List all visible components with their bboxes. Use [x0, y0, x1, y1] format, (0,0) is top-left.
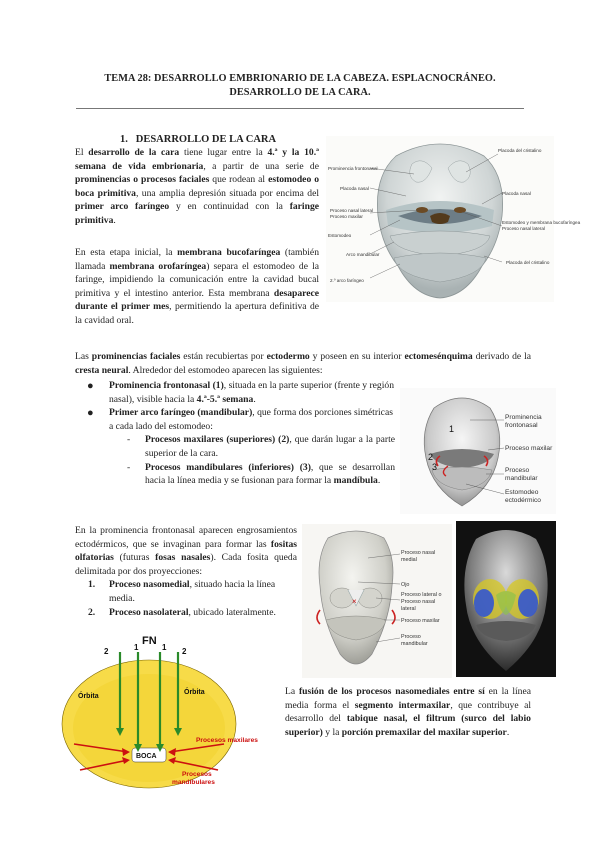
fig5-label-1-left: 1 [134, 643, 139, 652]
fig5-label-orbita-right: Órbita [184, 689, 205, 696]
paragraph-membrane: En esta etapa inicial, la membrana bucofaríngea (también llamada membrana orofaríngea) separa el estomodeo de la faringe, impidiendo la comunicación entre la cavidad bucal primitiva y el intestino anterior. Esta membrana desaparece durante el primer mes, permitiendo la apertura definitiva de la cavidad oral. [75, 247, 320, 327]
fig1-label-6: Estomodeo [328, 233, 352, 238]
title-line-1: TEMA 28: DESARROLLO EMBRIONARIO DE LA CABEZA. ESPLACNOCRÁNEO. [104, 73, 496, 84]
fig2-label-ecto: ectodérmico [505, 497, 541, 504]
fig1-label-3: Placoda nasal [340, 186, 369, 191]
fig3-label-e2: mandibular [401, 641, 428, 647]
fig5-label-boca: BOCA [136, 753, 157, 760]
fig2-number-3: 3 [432, 462, 438, 472]
fig5-label-maxilares: Procesos maxilares [196, 737, 258, 744]
list-item: 1. Proceso nasomedial, situado hacia la línea media. [88, 579, 276, 605]
fig2-number-1: 1 [449, 424, 455, 434]
paragraph-fusion: La fusión de los procesos nasomediales entre sí en la línea media forma el segmento intermaxilar, que contribuye al desarrollo del tabique nasal, el filtrum (surco del labio superior) y la porción premaxilar del maxilar superior. [285, 686, 531, 738]
list-subitem: - Procesos maxilares (superiores) (2), que darán lugar a la parte superior de la cara. [127, 434, 395, 460]
fig1-label-7: Arco mandibular [346, 252, 380, 257]
fig2-label-front: frontonasal [505, 422, 538, 429]
fig1-label-5: Proceso maxilar [330, 214, 363, 219]
fig1-label-11: 2.º arco faríngeo [330, 278, 364, 283]
fig3-label-c3: lateral [401, 606, 416, 612]
fig2-label-mand: mandibular [505, 475, 538, 482]
prominence-list [75, 379, 395, 488]
fig5-label-2-left: 2 [104, 647, 109, 656]
document-title [60, 72, 540, 101]
figure-nasal-processes [302, 524, 452, 678]
paragraph-olfactory: En la prominencia frontonasal aparecen engrosamientos ectodérmicos, que se invaginan para formar las fositas olfatorias (futuras fosas nasales). Cada fosita queda delimitada por dos proyecciones: [75, 525, 297, 577]
fig5-label-fn: FN [142, 635, 157, 647]
fig5-label-mand-1: Procesos [182, 771, 212, 778]
fig1-label-4: Proceso nasal lateral [330, 208, 373, 213]
figure-embryo-numbered [400, 388, 556, 514]
paragraph-intro: El desarrollo de la cara tiene lugar entre la 4.ª y la 10.ª semana de vida embrionaria, a partir de una serie de prominencias o procesos faciales que rodean al estomodeo o boca primitiva, una amplia depresión situada por encima del primer arco faríngeo y en continuidad con la faringe primitiva. [75, 147, 320, 227]
fig5-label-2-right: 2 [182, 647, 187, 656]
section-heading: 1. DESARROLLO DE LA CARA [120, 134, 277, 145]
fig3-label-a2: medial [401, 557, 417, 563]
olfactory-section [75, 524, 297, 619]
svg-text:×: × [352, 597, 357, 606]
figure-embryo-microscopy [456, 521, 556, 677]
fig1-label-9: Placoda nasal [502, 191, 531, 196]
list-item: 2. Proceso nasolateral, ubicado lateralmente. [88, 606, 276, 618]
fig1-label-1: Placoda del cristalino [498, 148, 542, 153]
fig5-label-mand-2: mandibulares [172, 779, 215, 786]
fig2-label-maxilar: Proceso maxilar [505, 445, 553, 452]
fig1-label-12: Proceso nasal lateral [502, 226, 545, 231]
fig1-label-2: Prominencia frontonasal [328, 166, 378, 171]
fig2-number-2: 2 [428, 452, 434, 462]
fig3-label-d1: Proceso maxilar [401, 618, 440, 624]
list-subitem: - Procesos mandibulares (inferiores) (3), que se desarrollan hacia la línea media y se fusionan para formar la mandíbula. [127, 461, 395, 487]
title-divider [76, 108, 524, 109]
fig3-label-c2: Proceso nasal [401, 599, 436, 605]
list-item: ● Primer arco faríngeo (mandibular), que forma dos porciones simétricas a cada lado del estomodeo: [87, 407, 393, 432]
fig5-label-1-right: 1 [162, 643, 167, 652]
fig2-label-esto: Estomodeo [505, 489, 539, 496]
title-line-2: DESARROLLO DE LA CARA. [229, 87, 371, 99]
paragraph-prominences: Las prominencias faciales están recubiertas por ectodermo y poseen en su interior ectomesénquima derivado de la cresta neural. Alrededor del estomodeo aparecen las siguientes: [75, 351, 531, 376]
fig1-label-8: Placoda del cristalino [506, 260, 550, 265]
fig3-label-a1: Proceso nasal [401, 550, 436, 556]
fig3-label-c1: Proceso lateral o [401, 592, 442, 598]
figure-schematic-diagram [62, 630, 280, 790]
fig3-label-e1: Proceso [401, 634, 421, 640]
list-item: ● Prominencia frontonasal (1), situada en la parte superior (frente y región nasal), visible hacia la 4.ª-5.ª semana. [87, 380, 394, 405]
fig2-label-prom: Prominencia [505, 414, 542, 421]
fig5-label-orbita-left: Órbita [78, 693, 99, 700]
fig3-label-b1: Ojo [401, 582, 410, 588]
fig2-label-proc: Proceso [505, 467, 530, 474]
figure-embryo-front-view [326, 136, 581, 302]
fig1-label-10: Estomodeo y membrana bucofaríngea [502, 220, 581, 225]
